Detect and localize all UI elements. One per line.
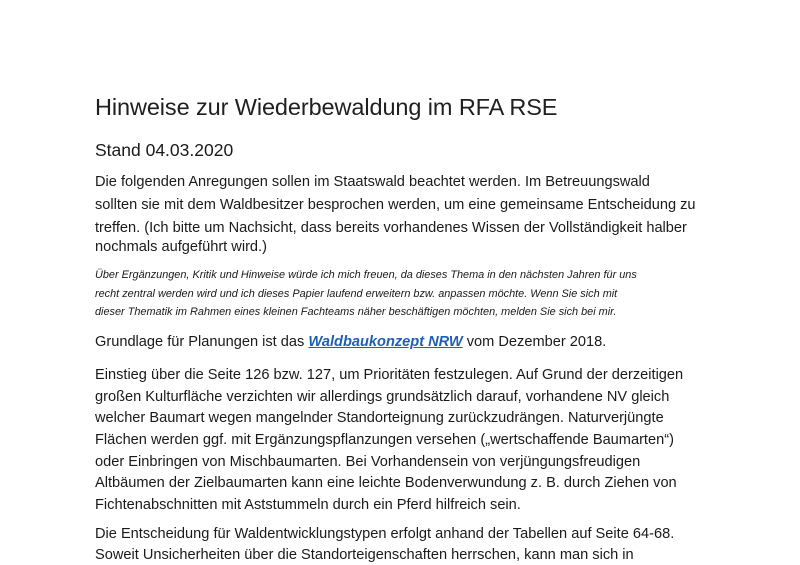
- paragraph-line: Einstieg über die Seite 126 bzw. 127, um Prioritäten festzulegen. Auf Grund der derzeitigen: [95, 367, 684, 383]
- paragraph-line: oder Einbringen von Mischbaumarten. Bei Vorhandensein von verjüngungsfreudigen: [95, 454, 641, 470]
- note-line: dieser Thematik im Rahmen eines kleinen Fachteams näher beschäftigen möchten, melden Sie sich bei mir.: [95, 306, 617, 318]
- basis-text-after: vom Dezember 2018.: [462, 334, 607, 350]
- intro-line: sollten sie mit dem Waldbesitzer besprochen werden, um eine gemeinsame Entscheidung zu: [95, 197, 696, 213]
- document-title: Hinweise zur Wiederbewaldung im RFA RSE: [95, 94, 558, 120]
- intro-line: Die folgenden Anregungen sollen im Staatswald beachtet werden. Im Betreuungswald: [95, 174, 650, 190]
- paragraph-line: Die Entscheidung für Waldentwicklungstypen erfolgt anhand der Tabellen auf Seite 64-68.: [95, 526, 675, 542]
- paragraph-line: Flächen werden ggf. mit Ergänzungspflanzungen versehen („wertschaffende Baumarten“): [95, 432, 674, 448]
- paragraph-line: großen Kulturfläche verzichten wir allerdings grundsätzlich darauf, vorhandene NV gleich: [95, 389, 670, 405]
- paragraph-line: Soweit Unsicherheiten über die Standorteigenschaften herrschen, kann man sich in: [95, 547, 634, 563]
- note-line: Über Ergänzungen, Kritik und Hinweise würde ich mich freuen, da dieses Thema in den nächsten Jahren für uns: [95, 269, 637, 281]
- document-date: Stand 04.03.2020: [95, 140, 234, 160]
- paragraph-line: welcher Baumart wegen mangelnder Standorteignung zurückzudrängen. Naturverjüngte: [95, 410, 664, 426]
- waldbaukonzept-link[interactable]: Waldbaukonzept NRW: [308, 334, 463, 350]
- intro-line: treffen. (Ich bitte um Nachsicht, dass bereits vorhandenes Wissen der Vollständigkeit halber: [95, 220, 687, 236]
- intro-line: nochmals aufgeführt wird.): [95, 239, 267, 255]
- paragraph-line: Altbäumen der Zielbaumarten kann eine leichte Bodenverwundung z. B. durch Ziehen von: [95, 475, 677, 491]
- paragraph-line: Fichtenabschnitten mit Aststummeln durch ein Pferd hilfreich sein.: [95, 497, 521, 513]
- note-line: recht zentral werden wird und ich dieses Papier laufend erweitern bzw. anpassen möchte. Wenn Sie sich mit: [95, 288, 618, 300]
- basis-text-before: Grundlage für Planungen ist das: [95, 334, 309, 350]
- basis-paragraph: [95, 332, 606, 352]
